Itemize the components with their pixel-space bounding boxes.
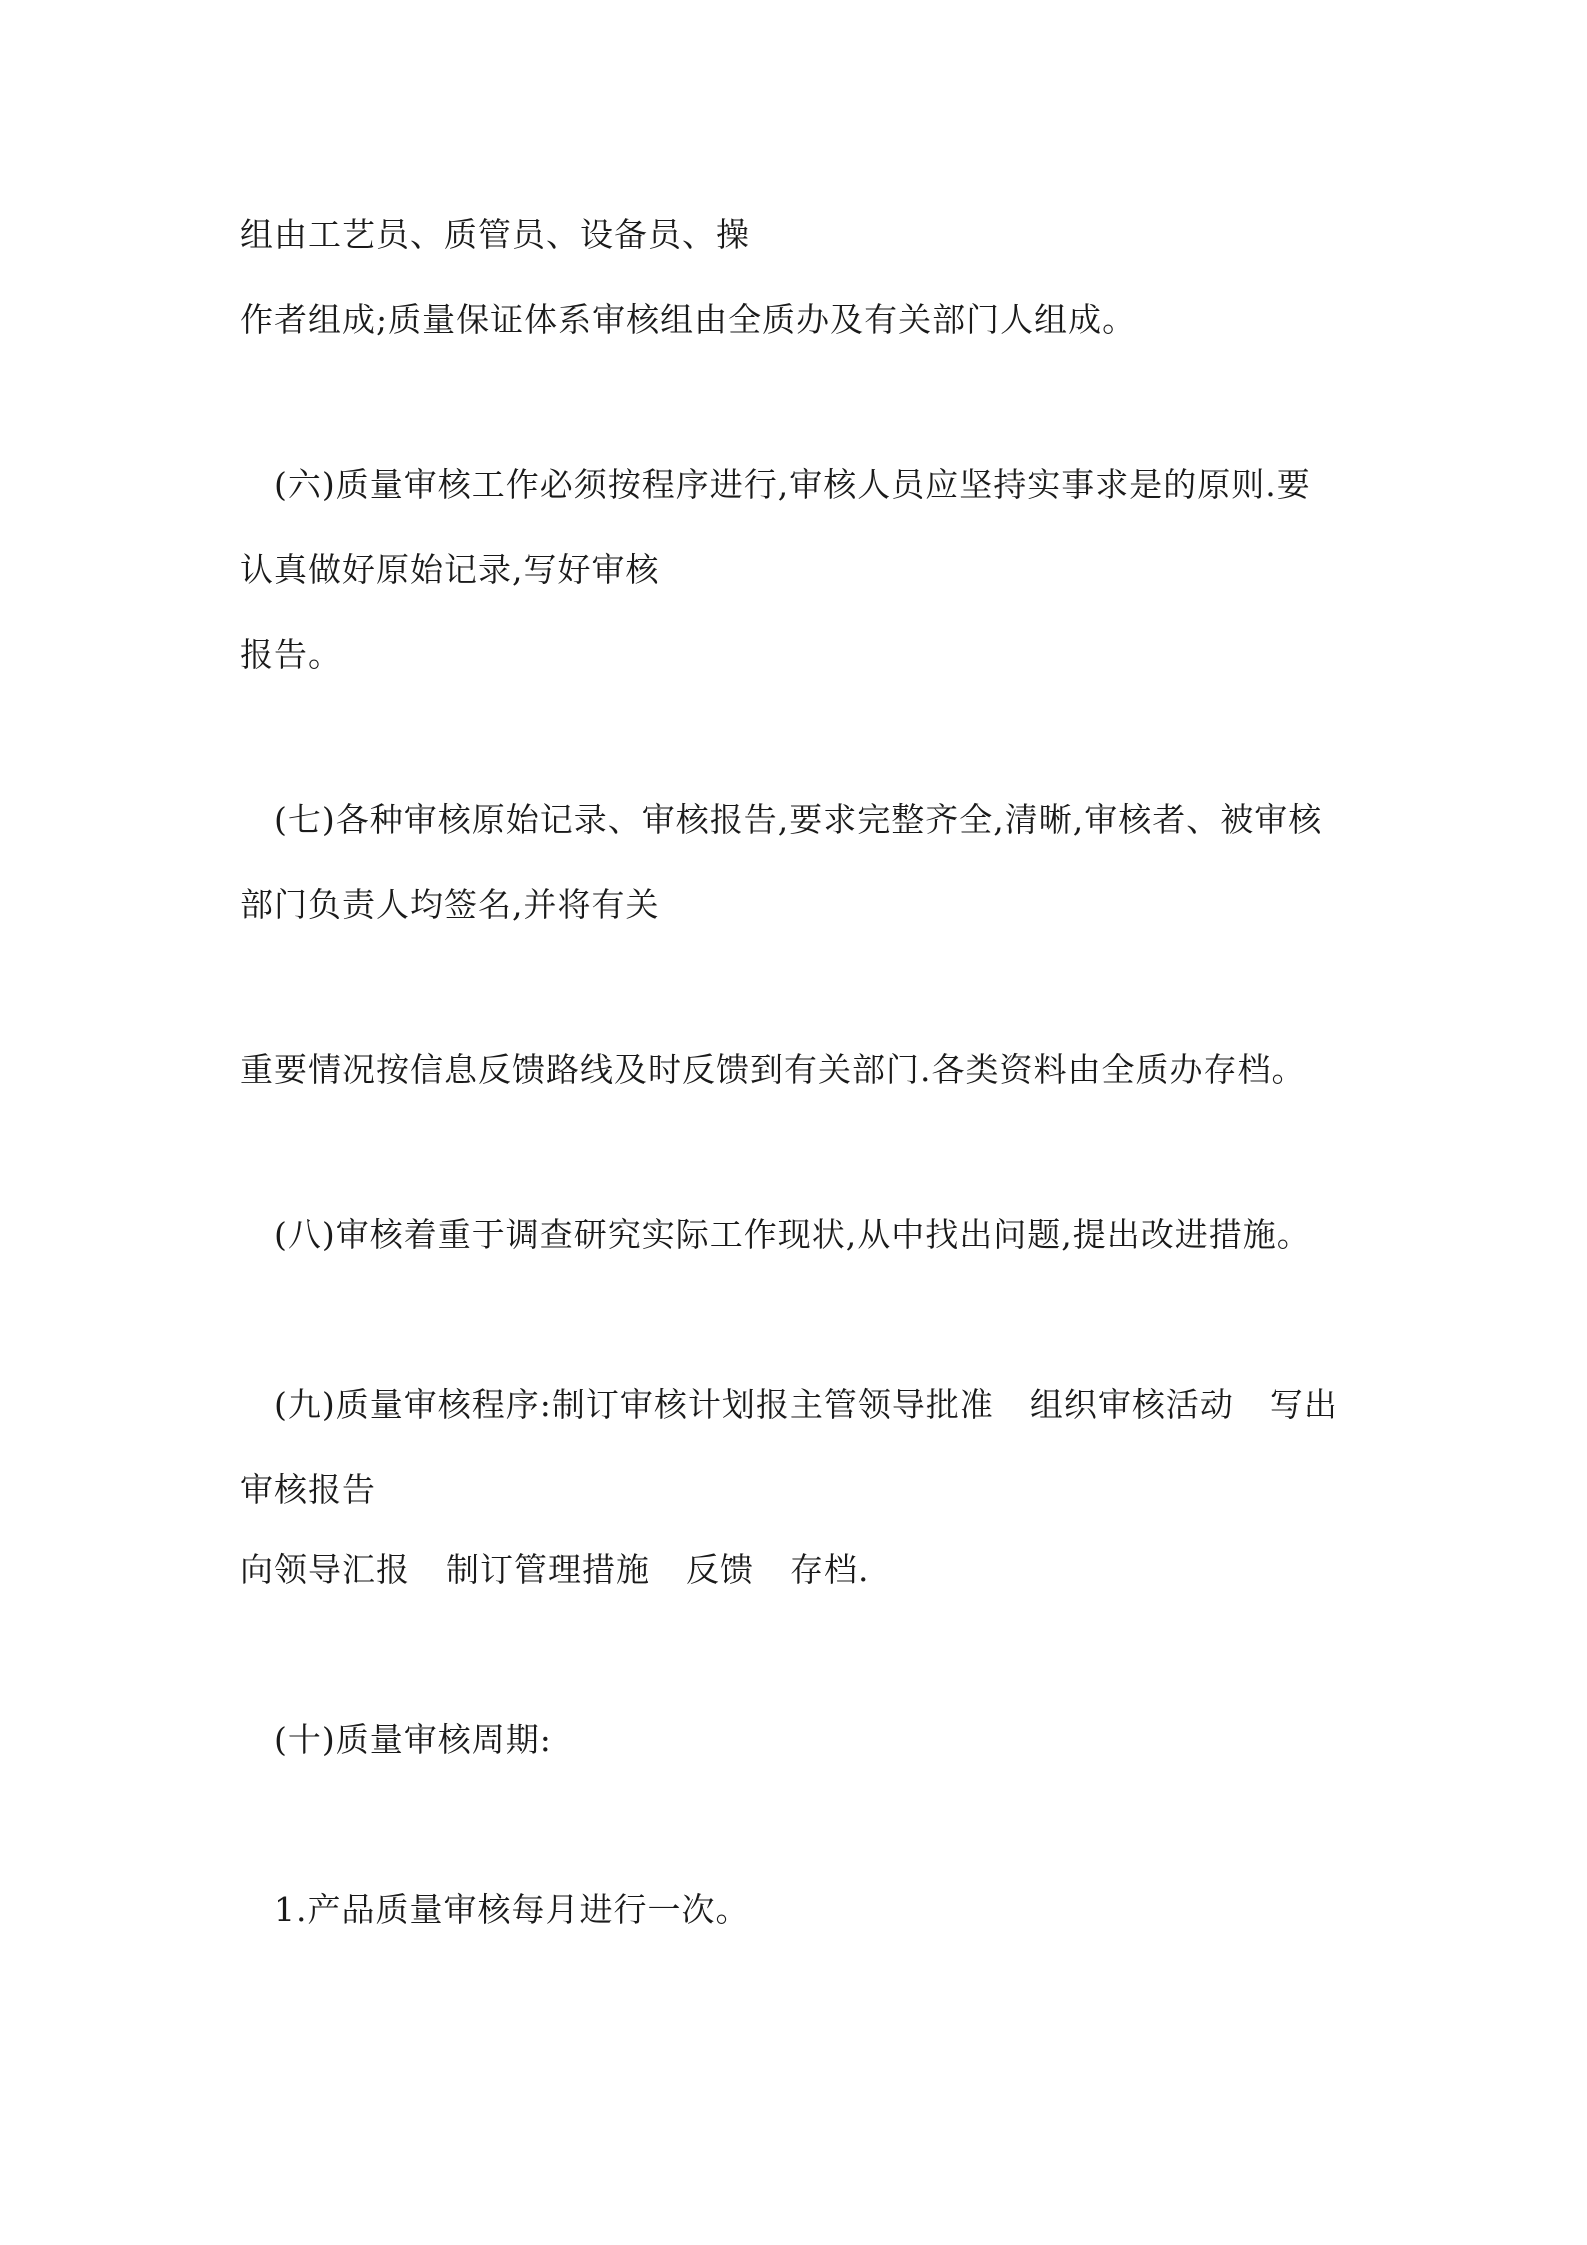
step-write-label: 写出 <box>1269 1385 1338 1424</box>
paragraph-6-line-1: (六)质量审核工作必须按程序进行,审核人员应坚持实事求是的原则.要 <box>274 465 1311 504</box>
paragraph-9-line-2: 审核报告 <box>240 1470 376 1509</box>
item-1-line-1: 1.产品质量审核每月进行一次。 <box>274 1890 750 1929</box>
paragraph-9-line-3 <box>240 1548 870 1592</box>
text-line-2: 作者组成;质量保证体系审核组由全质办及有关部门人组成。 <box>240 300 1137 339</box>
paragraph-6-line-3: 报告。 <box>240 635 342 674</box>
step-feedback: 反馈 <box>686 1550 754 1589</box>
paragraph-7-line-3: 重要情况按信息反馈路线及时反馈到有关部门.各类资料由全质办存档。 <box>240 1050 1306 1089</box>
step-archive: 存档. <box>790 1550 870 1589</box>
step-report-leader: 向领导汇报 <box>240 1550 410 1589</box>
paragraph-8-line-1: (八)审核着重于调查研究实际工作现状,从中找出问题,提出改进措施。 <box>274 1215 1311 1254</box>
step-organize-audit: 组织审核活动 <box>1029 1385 1234 1424</box>
step-plan-approval: (九)质量审核程序:制订审核计划报主管领导批准 <box>274 1385 994 1424</box>
text-line-1: 组由工艺员、质管员、设备员、操 <box>240 215 750 254</box>
paragraph-6-line-2: 认真做好原始记录,写好审核 <box>240 550 660 589</box>
step-management-measures: 制订管理措施 <box>446 1550 650 1589</box>
paragraph-7-line-1: (七)各种审核原始记录、审核报告,要求完整齐全,清晰,审核者、被审核 <box>274 800 1323 839</box>
paragraph-10-line-1: (十)质量审核周期: <box>274 1720 552 1759</box>
paragraph-7-line-2: 部门负责人均签名,并将有关 <box>240 885 660 924</box>
paragraph-9-line-1 <box>274 1383 1338 1427</box>
